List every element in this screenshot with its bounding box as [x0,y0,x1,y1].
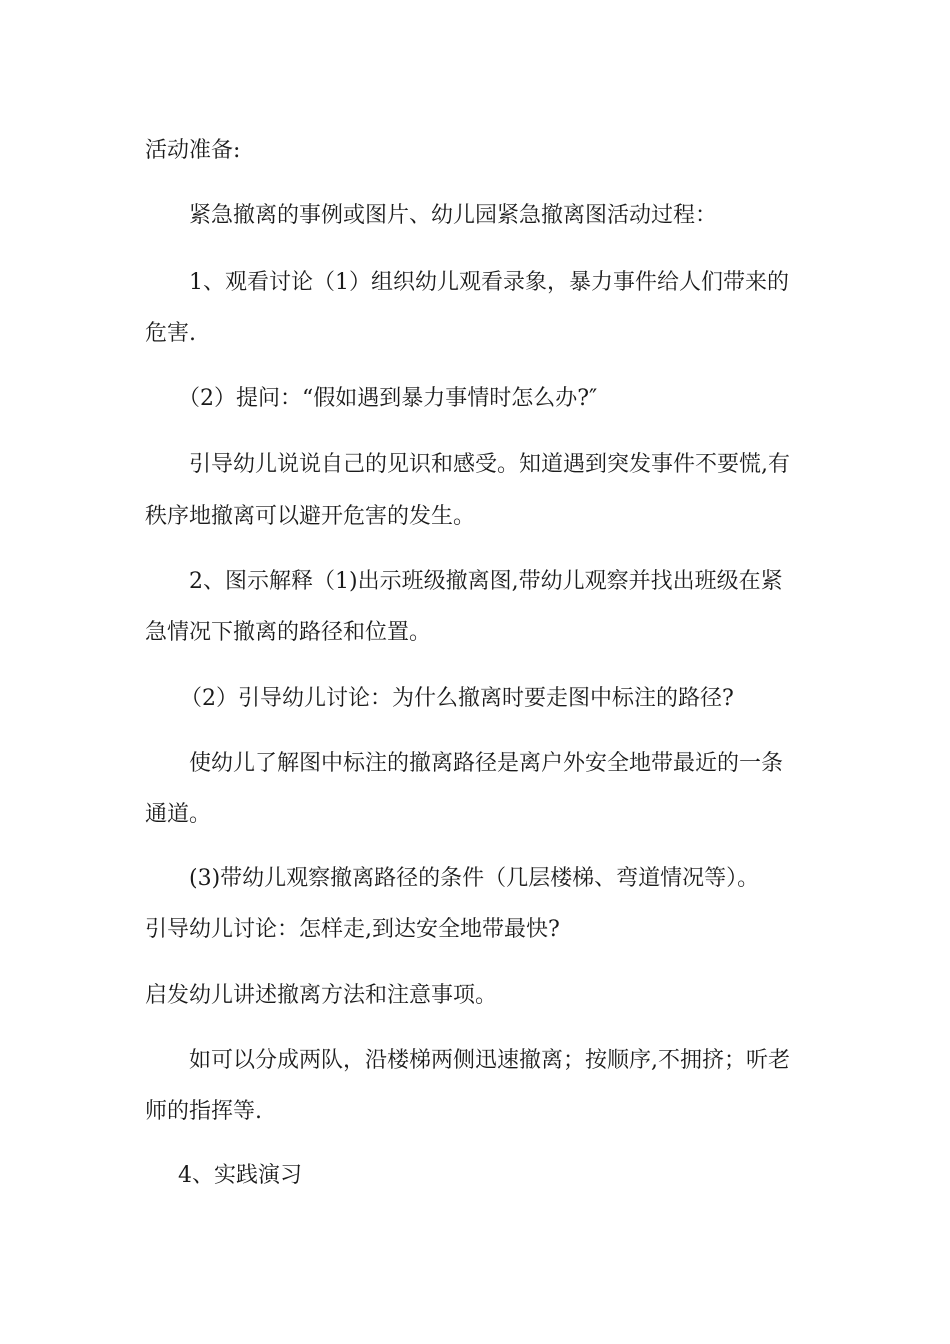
paragraph-step2-line1: 2、图示解释（1)出示班级撤离图,带幼儿观察并找出班级在紧 [189,569,783,594]
heading-activity-preparation: 活动准备: [145,138,241,163]
paragraph-step1-line2: 危害. [145,321,196,346]
paragraph-step3: (3)带幼儿观察撤离路径的条件（几层楼梯、弯道情况等）。 [189,866,760,891]
paragraph-step4: 4、实践演习 [178,1163,302,1188]
paragraph-preparation-materials: 紧急撤离的事例或图片、幼儿园紧急撤离图活动过程： [189,203,718,228]
paragraph-explain-line2: 通道。 [145,802,212,827]
paragraph-step1-question: （2）提问：“假如遇到暴力事情时怎么办?″ [178,386,598,411]
paragraph-step3-discussion: 引导幼儿讨论：怎样走,到达安全地带最快? [145,917,560,942]
paragraph-explain-line1: 使幼儿了解图中标注的撤离路径是离户外安全地带最近的一条 [189,751,784,776]
paragraph-step2-line2: 急情况下撤离的路径和位置。 [145,620,432,645]
paragraph-example-line1: 如可以分成两队，沿楼梯两侧迅速撤离；按顺序,不拥挤；听老 [189,1048,790,1073]
paragraph-guide1-line1: 引导幼儿说说自己的见识和感受。知道遇到突发事件不要慌,有 [189,452,790,477]
paragraph-step1-line1: 1、观看讨论（1）组织幼儿观看录象，暴力事件给人们带来的 [189,270,789,295]
paragraph-inspire: 启发幼儿讲述撤离方法和注意事项。 [145,983,498,1008]
paragraph-guide1-line2: 秩序地撤离可以避开危害的发生。 [145,504,476,529]
paragraph-step2-question: （2）引导幼儿讨论：为什么撤离时要走图中标注的路径? [180,686,734,711]
paragraph-example-line2: 师的指挥等. [145,1099,262,1124]
